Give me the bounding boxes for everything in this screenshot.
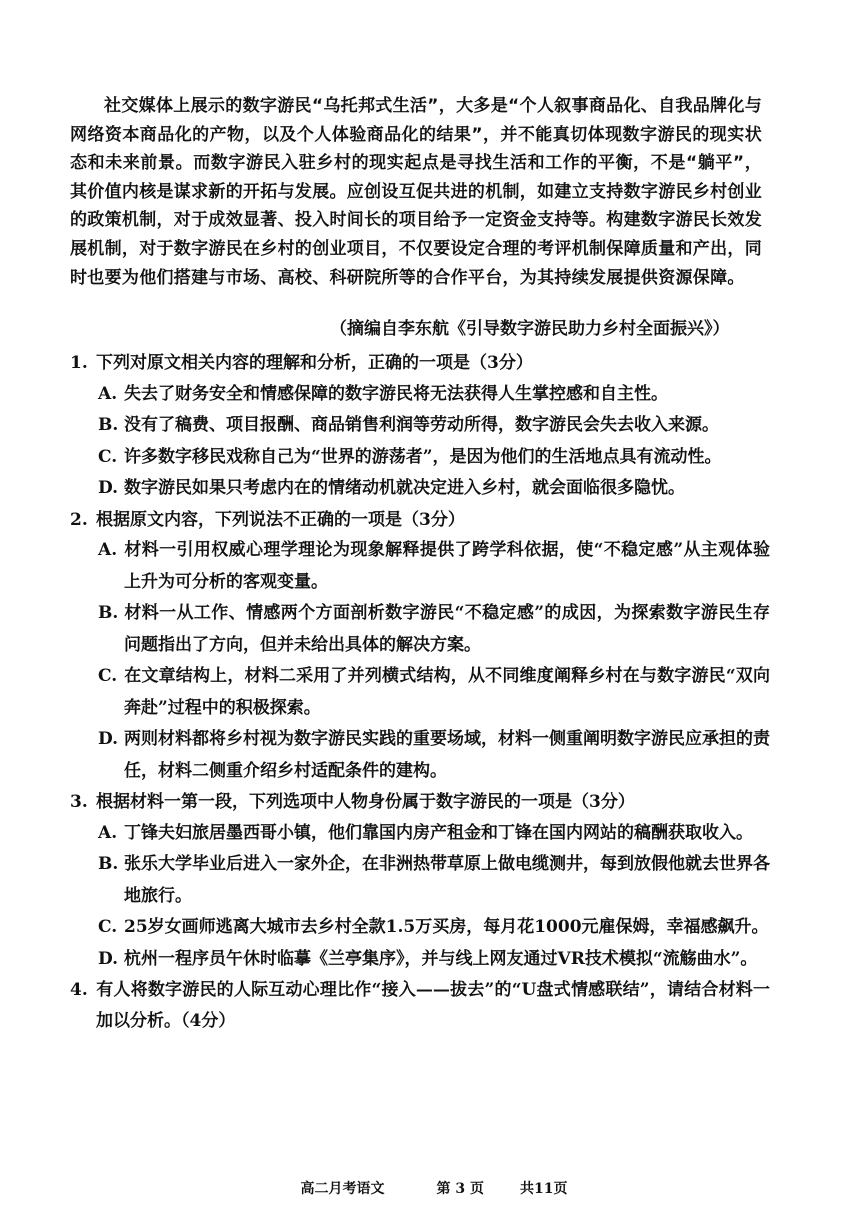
option-text: 材料一从工作、情感两个方面剖析数字游民“不稳定感”的成因，为探索数字游民生存问题指出了方向，但并未给出具体的解决方案。: [124, 603, 770, 655]
option-text: 没有了稿费、项目报酬、商品销售利润等劳动所得，数字游民会失去收入来源。: [124, 415, 719, 435]
option-letter: B.: [98, 603, 119, 623]
option-text: 材料一引用权威心理学理论为现象解释提供了跨学科依据，使“不稳定感”从主观体验上升为可分析的客观变量。: [124, 540, 770, 592]
option-a: [70, 535, 770, 598]
option-d: [70, 944, 770, 976]
option-c: [70, 912, 770, 944]
option-b: [70, 849, 770, 912]
option-text: 25岁女画师逃离大城市去乡村全款1.5万买房，每月花1000元雇保姆，幸福感飙升。: [124, 917, 769, 937]
option-c: [70, 442, 770, 474]
question-stem: [70, 787, 770, 818]
option-d: [70, 724, 770, 787]
question-stem: [70, 505, 770, 536]
question-text: 根据原文内容，下列说法不正确的一项是（3分）: [96, 509, 465, 530]
option-letter: A.: [98, 540, 118, 560]
option-text: 丁锋夫妇旅居墨西哥小镇，他们靠国内房产租金和丁锋在国内网站的稿酬获取收入。: [124, 822, 753, 843]
question-4: [70, 975, 770, 1036]
page-footer: [0, 1178, 868, 1198]
option-d: [70, 473, 770, 505]
option-letter: B.: [98, 415, 119, 435]
option-letter: B.: [98, 854, 119, 874]
option-letter: D.: [98, 478, 119, 498]
question-text: 有人将数字游民的人际互动心理比作“接入——拔去”的“U盘式情感联结”，请结合材料一加以分析。（4分）: [96, 980, 770, 1031]
option-a: [70, 818, 770, 850]
question-number: 2.: [70, 509, 88, 530]
option-text: 在文章结构上，材料二采用了并列横式结构，从不同维度阐释乡村在与数字游民“双向奔赴”过程中的积极探索。: [124, 666, 770, 718]
option-text: 两则材料都将乡村视为数字游民实践的重要场域，材料一侧重阐明数字游民应承担的责任，材料二侧重介绍乡村适配条件的建构。: [124, 729, 770, 781]
option-letter: A.: [98, 822, 118, 843]
option-letter: C.: [98, 446, 118, 467]
option-a: [70, 379, 770, 411]
option-c: [70, 661, 770, 724]
option-text: 许多数字移民戏称自己为“世界的游荡者”，是因为他们的生活地点具有流动性。: [124, 446, 722, 467]
question-stem: [70, 348, 770, 379]
question-stem: [70, 975, 770, 1036]
question-number: 1.: [70, 353, 88, 373]
question-number: 4.: [70, 980, 88, 1000]
passage-source: （摘编自李东航《引导数字游民助力乡村全面振兴》）: [330, 319, 730, 339]
option-text: 数字游民如果只考虑内在的情绪动机就决定进入乡村，就会面临很多隐忧。: [124, 478, 685, 498]
question-text: 根据材料一第一段，下列选项中人物身份属于数字游民的一项是（3分）: [96, 792, 635, 812]
option-text: 杭州一程序员午休时临摹《兰亭集序》，并与线上网友通过VR技术模拟“流觞曲水”。: [124, 948, 758, 969]
footer-page-number: 第 3 页: [436, 1181, 484, 1197]
question-2: [70, 505, 770, 788]
question-1: [70, 348, 770, 505]
option-letter: A.: [98, 383, 118, 404]
question-text: 下列对原文相关内容的理解和分析，正确的一项是（3分）: [96, 353, 533, 373]
question-list: [70, 348, 770, 1036]
question-number: 3.: [70, 792, 88, 812]
option-text: 失去了财务安全和情感保障的数字游民将无法获得人生掌控感和自主性。: [124, 383, 668, 404]
option-letter: D.: [98, 948, 119, 969]
option-text: 张乐大学毕业后进入一家外企，在非洲热带草原上做电缆测井，每到放假他就去世界各地旅行。: [124, 854, 770, 906]
question-3: [70, 787, 770, 975]
option-b: [70, 598, 770, 661]
option-b: [70, 410, 770, 442]
footer-exam-name: 高二月考语文: [300, 1181, 385, 1197]
option-letter: C.: [98, 666, 118, 686]
option-letter: D.: [98, 729, 119, 749]
option-letter: C.: [98, 917, 118, 937]
passage-paragraph: 社交媒体上展示的数字游民“乌托邦式生活”，大多是“个人叙事商品化、自我品牌化与网络资本商品化的产物，以及个人体验商品化的结果”，并不能真切体现数字游民的现实状态和未来前景。而数字游民入驻乡村的现实起点是寻找生活和工作的平衡，不是“躺平”，其价值内核是谋求新的开拓与发展。应创设互促共进的机制，如建立支持数字游民乡村创业的政策机制，对于成效显著、投入时间长的项目给予一定资金支持等。构建数字游民长效发展机制，对于数字游民在乡村的创业项目，不仅要设定合理的考评机制保障质量和产出，同时也要为他们搭建与市场、高校、科研院所等的合作平台，为其持续发展提供资源保障。: [70, 96, 762, 288]
footer-total-pages: 共11页: [520, 1181, 568, 1197]
